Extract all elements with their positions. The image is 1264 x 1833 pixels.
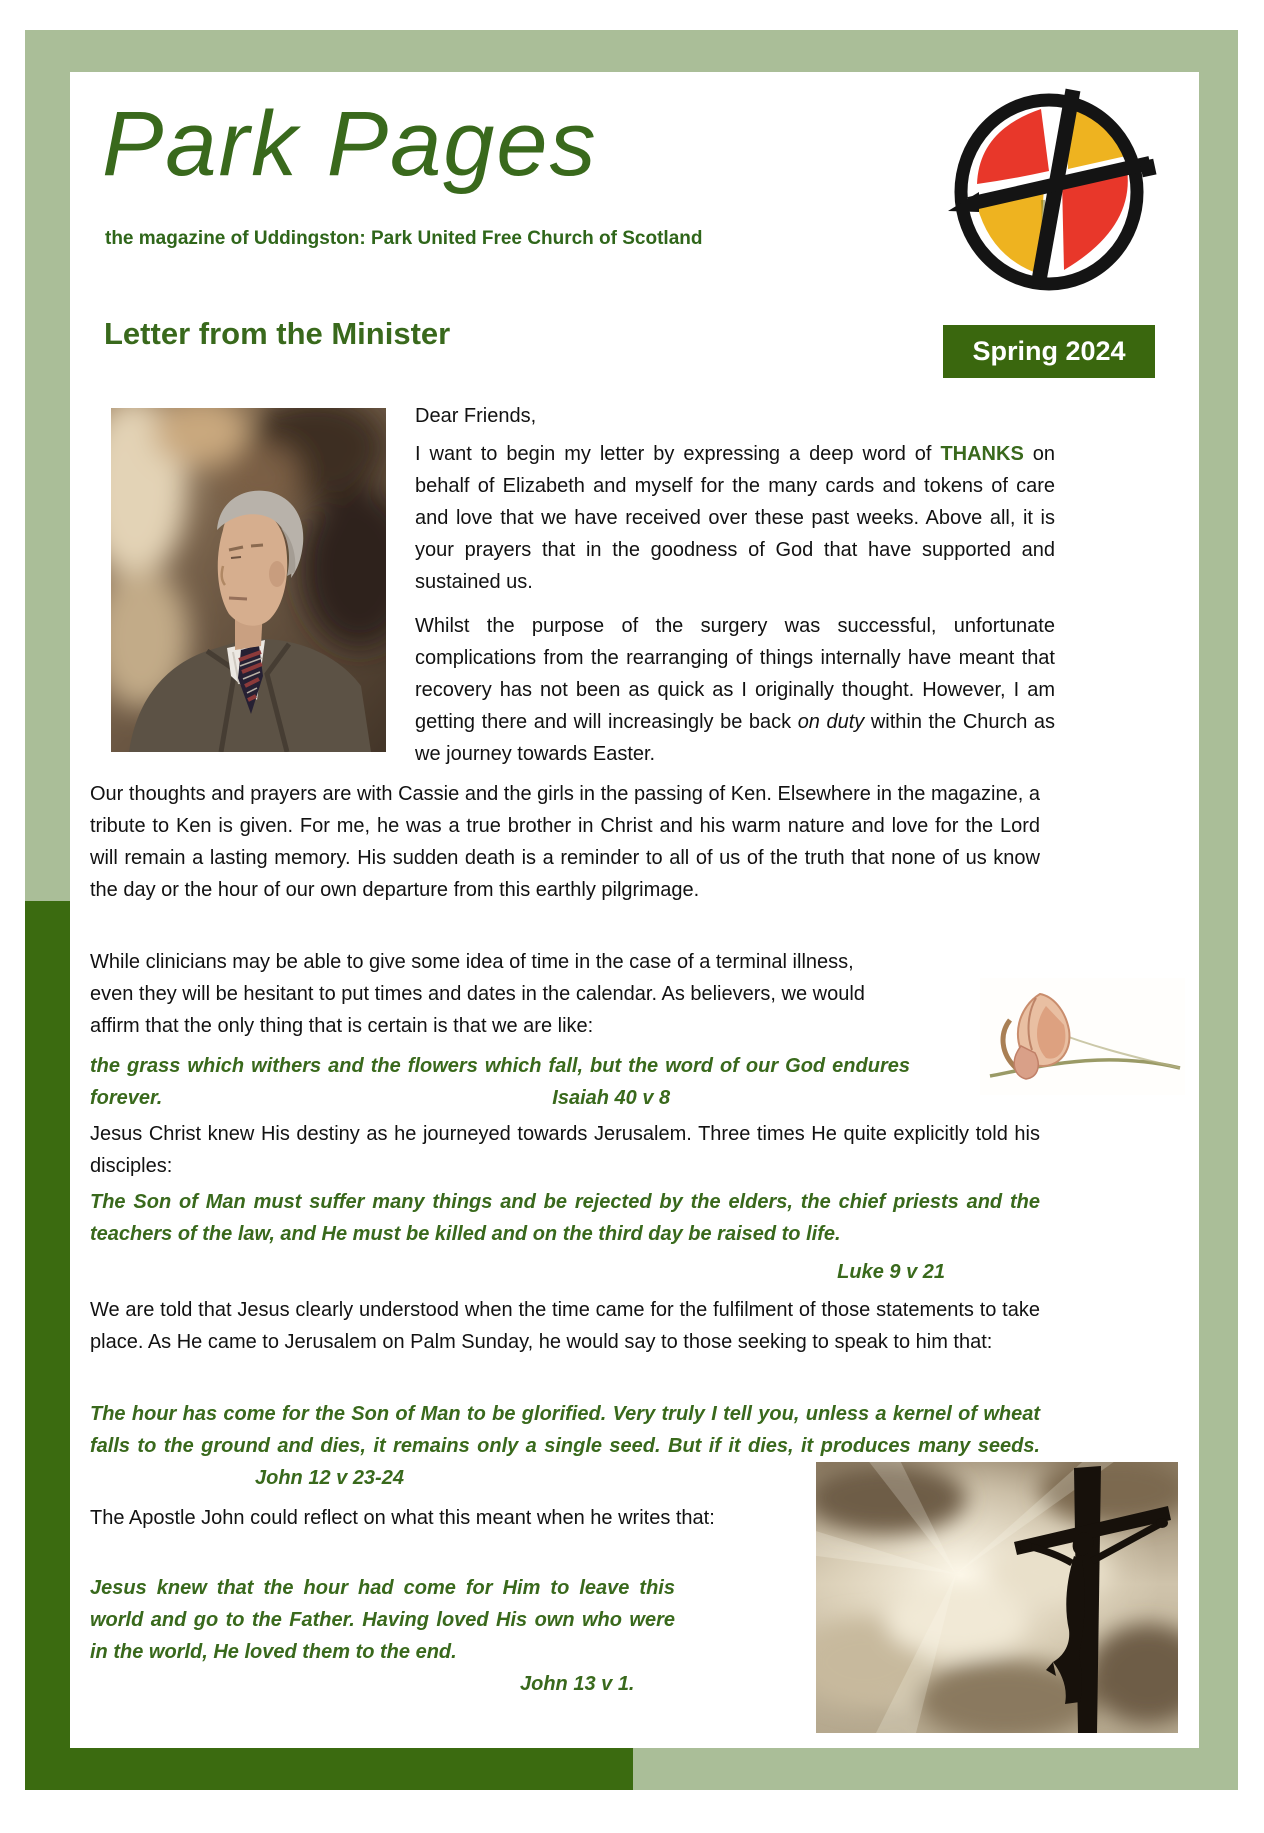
paragraph-6-text: We are told that Jesus clearly understood when the time came for the fulfilment of those statements to take place. As He came to Jerusalem on Palm Sunday, he would say to those seeking to speak to him that: [90,1299,1040,1353]
paragraph-4-text: While clinicians may be able to give some idea of time in the case of a terminal illness, even they will be hesitant to put times and dates in the calendar. As believers, we would affirm that the only thing that is certain is that we are like: [90,951,865,1037]
frame-left-band-bottom [25,901,70,1790]
quote-john12-reference: John 12 v 23-24 [255,1467,404,1489]
page-title: Park Pages [102,93,598,195]
paragraph-2-on-duty: on duty [797,711,865,733]
quote-luke-text: The Son of Man must suffer many things and be rejected by the elders, the chief priests and the teachers of the law, and He must be killed and on the third day be raised to life. [90,1191,1040,1245]
quote-john13-reference-text: John 13 v 1. [520,1673,635,1695]
quote-john12-text: The hour has come for the Son of Man to be glorified. Very truly I tell you, unless a kernel of wheat falls to the ground and dies, it remains only a single seed. But if it dies, it produces many seeds. [90,1403,1040,1457]
quote-luke-reference-text: Luke 9 v 21 [837,1261,945,1283]
frame-left-band-top [25,30,70,901]
paragraph-5-text: Jesus Christ knew His destiny as he journeyed towards Jerusalem. Three times He quite explicitly told his disciples: [90,1123,1040,1177]
paragraph-2-pre: Whilst the purpose of the surgery was successful, unfortunate complications from the rearranging of things internally have meant that recovery has not been as quick as I originally thought. However, I am getting there and will increasingly be back [415,615,1055,733]
page-subtitle: the magazine of Uddingston: Park United Free Church of Scotland [105,228,703,249]
paragraph-3 [90,778,1040,906]
paragraph-2-post: within the Church as we journey towards Easter. [415,711,1055,765]
paragraph-6 [90,1294,1040,1358]
flower-image [980,978,1185,1095]
quote-isaiah-text: the grass which withers and the flowers which fall, but the word of our God endures forever. [90,1055,910,1109]
quote-isaiah [90,1050,910,1114]
quote-john13-reference [90,1668,675,1700]
paragraph-3-text: Our thoughts and prayers are with Cassie and the girls in the passing of Ken. Elsewhere in the magazine, a tribute to Ken is given. For me, he was a true brother in Christ and his warm nature and love for the Lord will remain a lasting memory. His sudden death is a reminder to all of us of the truth that none of us know the day or the hour of our own departure from this earthly pilgrimage. [90,783,1040,901]
paragraph-5 [90,1118,1040,1182]
issue-badge-label: Spring 2024 [972,336,1126,366]
frame-bottom-band-left [25,1748,633,1790]
paragraph-1-post: on behalf of Elizabeth and myself for the many cards and tokens of care and love that we have received over these past weeks. Above all, it is your prayers that in the goodness of God that have supported and sustained us. [415,443,1055,593]
quote-isaiah-reference: Isaiah 40 v 8 [552,1087,671,1109]
paragraph-7-text: The Apostle John could reflect on what this meant when he writes that: [90,1507,715,1529]
paragraph-7 [90,1502,720,1534]
frame-right-band [1199,30,1238,1790]
salutation [415,400,1055,432]
crucifix-image [816,1462,1178,1733]
church-logo [945,80,1160,302]
paragraph-1-pre: I want to begin my letter by expressing a deep word of [415,443,941,465]
quote-john13-text: Jesus knew that the hour had come for Him to leave this world and go to the Father. Having loved His own who were in the world, He loved them to the end. [90,1577,675,1663]
frame-bottom-band-right [633,1748,1238,1790]
paragraph-1-thanks: THANKS [940,443,1024,465]
frame-top-band [25,30,1238,72]
quote-luke [90,1186,1040,1250]
paragraph-4 [90,946,890,1042]
salutation-text: Dear Friends, [415,405,537,427]
section-heading: Letter from the Minister [104,316,451,351]
paragraph-1 [415,438,1055,598]
cross-circle-icon [945,80,1160,302]
quote-luke-reference [90,1256,945,1288]
paragraph-2 [415,610,1055,770]
issue-badge [943,325,1155,378]
minister-photo [111,408,386,752]
quote-john13 [90,1572,675,1700]
